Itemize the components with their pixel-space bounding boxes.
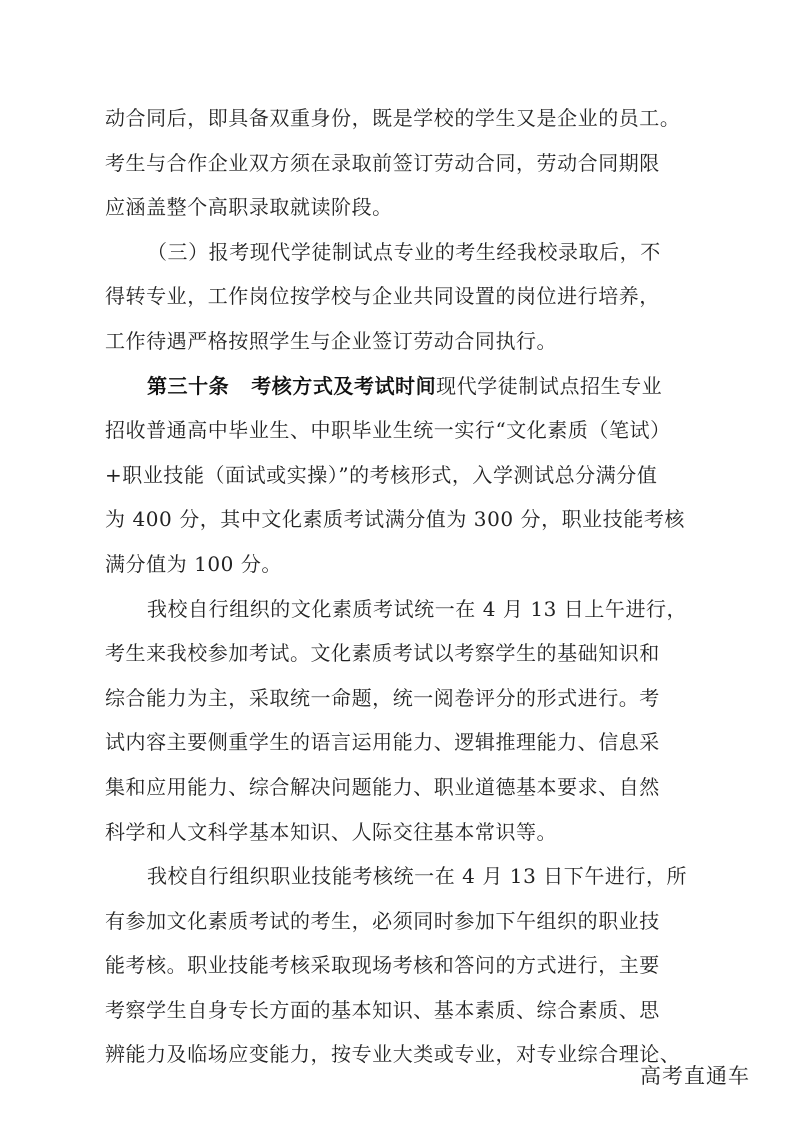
paragraph-line: 满分值为 100 分。 (105, 551, 282, 576)
paragraph-line: 我校自行组织的文化素质考试统一在 4 月 13 日上午进行， (147, 596, 688, 621)
paragraph-line: 综合能力为主，采取统一命题，统一阅卷评分的形式进行。考 (105, 685, 660, 710)
paragraph-line: 得转专业，工作岗位按学校与企业共同设置的岗位进行培养， (105, 284, 660, 309)
article-text: 现代学徒制试点招生专业 (436, 373, 663, 398)
article-heading: 考核方式及考试时间 (251, 373, 437, 398)
paragraph-line: 我校自行组织职业技能考核统一在 4 月 13 日下午进行，所 (147, 864, 688, 889)
paragraph-line: 为 400 分，其中文化素质考试满分值为 300 分，职业技能考核 (105, 507, 685, 532)
paragraph-line: （三）报考现代学徒制试点专业的考生经我校录取后，不 (147, 239, 661, 264)
watermark-text: 高考直通车 (640, 1064, 750, 1088)
paragraph-line: 工作待遇严格按照学生与企业签订劳动合同执行。 (105, 328, 558, 353)
paragraph-line: 辨能力及临场应变能力，按专业大类或专业，对专业综合理论、 (105, 1042, 681, 1067)
paragraph-line: 试内容主要侧重学生的语言运用能力、逻辑推理能力、信息采 (105, 730, 660, 755)
paragraph-line: 科学和人文科学基本知识、人际交往基本常识等。 (105, 819, 558, 844)
article-number: 第三十条 (147, 373, 230, 398)
paragraph-line: 考察学生自身专长方面的基本知识、基本素质、综合素质、思 (105, 997, 660, 1022)
paragraph-line: 动合同后，即具备双重身份，既是学校的学生又是企业的员工。 (105, 106, 681, 130)
paragraph-line: 集和应用能力、综合解决问题能力、职业道德基本要求、自然 (105, 774, 660, 799)
paragraph-line: +职业技能（面试或实操）”的考核形式，入学测试总分满分值 (105, 462, 658, 487)
paragraph-line: 有参加文化素质考试的考生，必须同时参加下午组织的职业技 (105, 908, 660, 933)
article-30-heading-line (105, 364, 695, 409)
paragraph-line: 应涵盖整个高职录取就读阶段。 (105, 195, 393, 220)
paragraph-line: 考生与合作企业双方须在录取前签订劳动合同，劳动合同期限 (105, 150, 660, 175)
paragraph-line: 能考核。职业技能考核采取现场考核和答问的方式进行，主要 (105, 953, 660, 978)
paragraph-line: 考生来我校参加考试。文化素质考试以考察学生的基础知识和 (105, 641, 660, 666)
document-body (105, 96, 695, 1077)
paragraph-line: 招收普通高中毕业生、中职毕业生统一实行“文化素质（笔试） (105, 418, 671, 443)
